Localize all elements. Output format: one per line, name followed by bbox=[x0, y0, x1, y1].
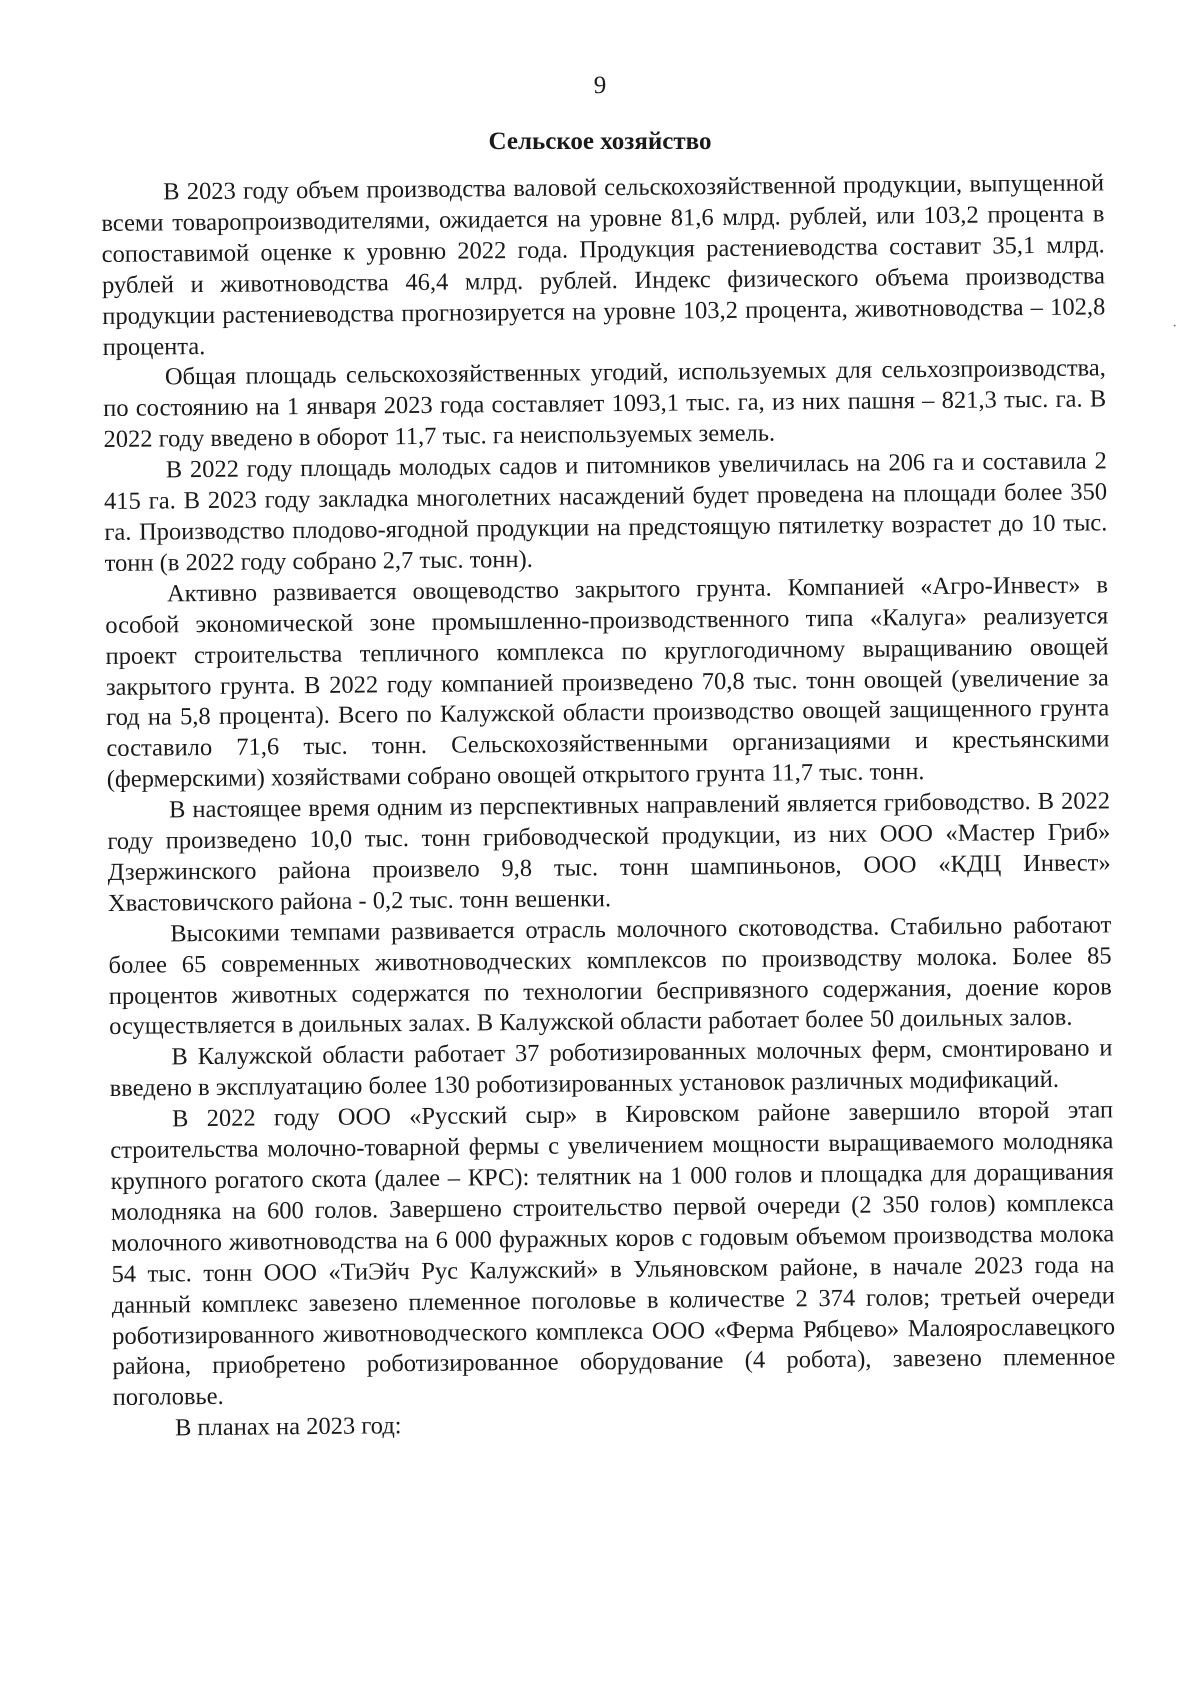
paragraph-plans-2023: В планах на 2023 год: bbox=[174, 1412, 402, 1442]
margin-mark: · bbox=[1172, 318, 1178, 335]
paragraph-robotic-farms: В Калужской области работает 37 роботизированных молочных ферм, смонтировано и введено в эксплуатацию более 130 роботизированных установок различных модификаций. bbox=[109, 1034, 1113, 1103]
page-number: 9 bbox=[593, 72, 607, 99]
paragraph-production-volume: В 2023 году объем производства валовой сельскохозяйственной продукции, выпущенной всеми товаропроизводителями, ожидается на уровне 81,6 млрд. рублей, или 103,2 процента в сопоставимой оценке к уровню 2022 года. Продукция растениеводства составит 35,1 млрд. рублей и животноводства 46,4 млрд. рублей. Индекс физического объема производства продукции растениеводства прогнозируется на уровне 103,2 процента, животноводства – 102,8 процента. bbox=[101, 169, 1106, 361]
paragraph-dairy-farming: Высокими темпами развивается отрасль молочного скотоводства. Стабильно работают более 65 современных животноводческих комплексов по производству молока. Более 85 процентов животных содержатся по технологии беспривязного содержания, доение коров осуществляется в доильных залах. В Калужской области работает более 50 доильных залов. bbox=[108, 911, 1112, 1041]
paragraph-gardens: В 2022 году площадь молодых садов и питомников увеличилась на 206 га и составила 2 415 га. В 2023 году закладка многолетних насаждений будет проведена на площади более 350 га. Производство плодово-ягодной продукции на предстоящую пятилетку возрастет до 10 тыс. тонн (в 2022 году собрано 2,7 тыс. тонн). bbox=[103, 447, 1108, 577]
paragraph-greenhouse-vegetables: Активно развивается овощеводство закрытого грунта. Компанией «Агро-Инвест» в особой экономической зоне промышленно-производственного типа «Калуга» реализуется проект строительства тепличного комплекса по круглогодичному выращиванию овощей закрытого грунта. В 2022 году компанией произведено 70,8 тыс. тонн овощей (увеличение за год на 5,8 процента). Всего по Калужской области производство овощей защищенного грунта составило 71,6 тыс. тонн. Сельскохозяйственными организациями и крестьянскими (фермерскими) хозяйствами собрано овощей открытого грунта 11,7 тыс. тонн. bbox=[105, 571, 1110, 794]
body-text bbox=[101, 168, 1116, 1445]
section-title: Сельское хозяйство bbox=[488, 128, 712, 155]
paragraph-cattle-projects: В 2022 году ООО «Русский сыр» в Кировском районе завершило второй этап строительства молочно-товарной фермы с увеличением мощности выращиваемого молодняка крупного рогатого скота (далее – КРС): телятник на 1 000 голов и площадка для доращивания молодняка на 600 голов. Завершено строительство первой очереди (2 350 голов) комплекса молочного животноводства на 6 000 фуражных коров с годовым объемом производства молока 54 тыс. тонн ООО «ТиЭйч Рус Калужский» в Ульяновском районе, в начале 2023 года на данный комплекс завезено племенное поголовье в количестве 2 374 голов; третьей очереди роботизированного животноводческого комплекса ООО «Ферма Рябцево» Малоярославецкого района, приобретено роботизированное оборудование (4 робота), завезено племенное поголовье. bbox=[110, 1096, 1116, 1412]
paragraph-mushrooms: В настоящее время одним из перспективных направлений является грибоводство. В 2022 году произведено 10,0 тыс. тонн грибоводческой продукции, из них ООО «Мастер Гриб» Дзержинского района произвело 9,8 тыс. тонн шампиньонов, ООО «КДЦ Инвест» Хвастовичского района - 0,2 тыс. тонн вешенки. bbox=[107, 787, 1111, 917]
paragraph-land-area: Общая площадь сельскохозяйственных угодий, используемых для сельхозпроизводства, по состоянию на 1 января 2023 года составляет 1093,1 тыс. га, из них пашня – 821,3 тыс. га. В 2022 году введено в оборот 11,7 тыс. га неиспользуемых земель. bbox=[103, 354, 1107, 454]
